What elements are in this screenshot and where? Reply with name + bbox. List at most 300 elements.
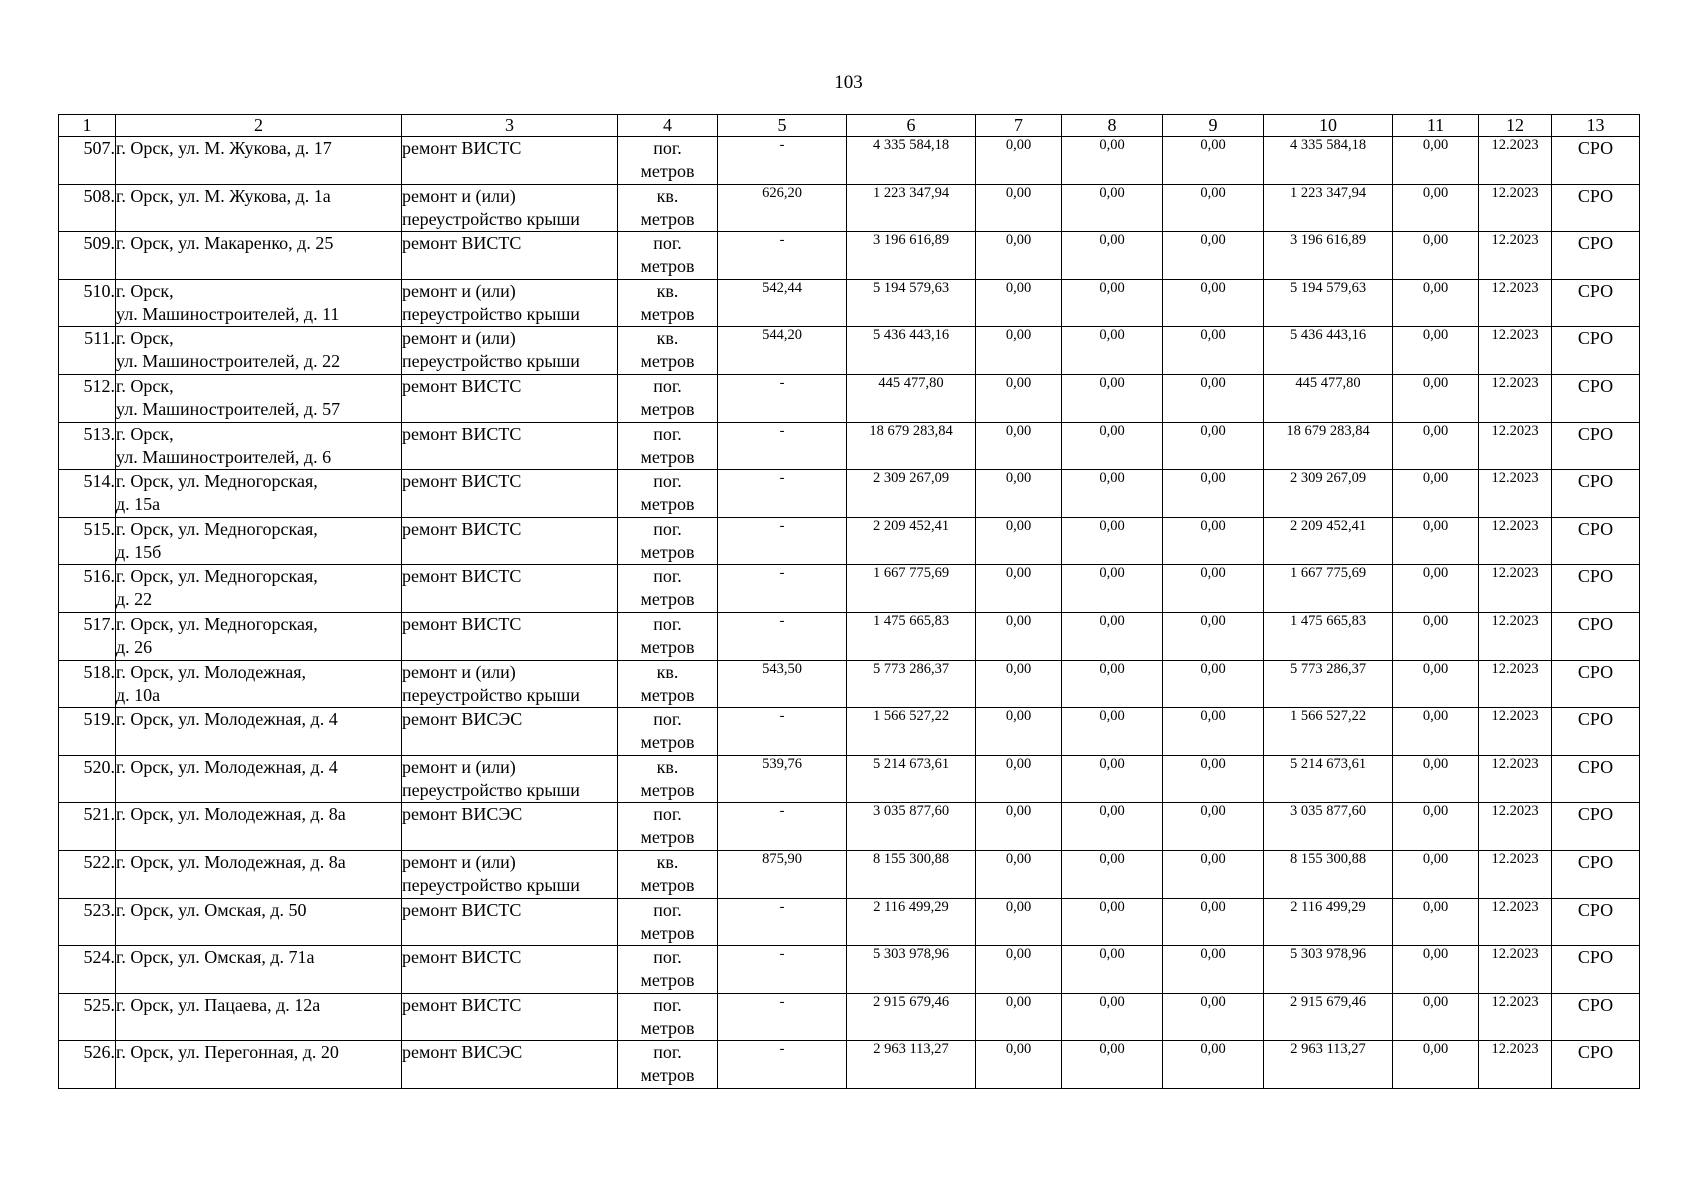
row-number: 513. bbox=[59, 422, 116, 470]
col7-cell: 0,00 bbox=[976, 565, 1062, 613]
col8-cell: 0,00 bbox=[1062, 612, 1163, 660]
col7-cell: 0,00 bbox=[976, 946, 1062, 994]
unit-line: кв. bbox=[656, 185, 679, 206]
col7-cell: 0,00 bbox=[976, 232, 1062, 280]
date-cell: 12.2023 bbox=[1479, 850, 1552, 898]
col11-cell: 0,00 bbox=[1393, 232, 1479, 280]
col7-cell: 0,00 bbox=[976, 327, 1062, 375]
col11-cell: 0,00 bbox=[1393, 184, 1479, 232]
table-row bbox=[59, 137, 1640, 185]
address-cell bbox=[116, 898, 402, 946]
col8-cell: 0,00 bbox=[1062, 755, 1163, 803]
area-cell: - bbox=[718, 137, 847, 185]
col11-cell: 0,00 bbox=[1393, 327, 1479, 375]
col7-cell: 0,00 bbox=[976, 850, 1062, 898]
work-type-line: переустройство крыши bbox=[402, 779, 580, 800]
work-type-cell bbox=[402, 898, 618, 946]
column-header: 10 bbox=[1264, 115, 1393, 137]
col9-cell: 0,00 bbox=[1163, 803, 1264, 851]
col11-cell: 0,00 bbox=[1393, 279, 1479, 327]
address-line: ул. Машиностроителей, д. 22 bbox=[116, 351, 341, 372]
col8-cell: 0,00 bbox=[1062, 137, 1163, 185]
unit-line: пог. bbox=[653, 947, 682, 968]
unit-line: метров bbox=[640, 303, 695, 324]
table-row bbox=[59, 708, 1640, 756]
date-cell: 12.2023 bbox=[1479, 946, 1552, 994]
unit-line: кв. bbox=[656, 756, 679, 777]
executor-cell: СРО bbox=[1552, 755, 1640, 803]
work-type-line: переустройство крыши bbox=[402, 303, 580, 324]
unit-cell bbox=[618, 184, 718, 232]
unit-line: пог. bbox=[653, 1042, 682, 1063]
col9-cell: 0,00 bbox=[1163, 517, 1264, 565]
unit-line: метров bbox=[640, 494, 695, 515]
address-line: г. Орск, ул. Пацаева, д. 12а bbox=[116, 994, 321, 1015]
unit-line: пог. bbox=[653, 138, 682, 158]
col10-cell: 18 679 283,84 bbox=[1264, 422, 1393, 470]
unit-cell bbox=[618, 755, 718, 803]
row-number: 517. bbox=[59, 612, 116, 660]
column-header: 3 bbox=[402, 115, 618, 137]
col7-cell: 0,00 bbox=[976, 470, 1062, 518]
unit-line: метров bbox=[640, 827, 695, 848]
column-header: 1 bbox=[59, 115, 116, 137]
row-number: 526. bbox=[59, 1041, 116, 1089]
unit-cell bbox=[618, 327, 718, 375]
column-header: 4 bbox=[618, 115, 718, 137]
executor-cell: СРО bbox=[1552, 660, 1640, 708]
col10-cell: 2 209 452,41 bbox=[1264, 517, 1393, 565]
address-line: г. Орск, ул. Молодежная, д. 8а bbox=[116, 804, 346, 825]
table-row bbox=[59, 850, 1640, 898]
work-type-line: ремонт ВИСТС bbox=[402, 375, 522, 396]
unit-line: кв. bbox=[656, 661, 679, 682]
area-cell: - bbox=[718, 470, 847, 518]
address-line: г. Орск, ул. Медногорская, bbox=[116, 566, 318, 587]
col10-cell: 1 566 527,22 bbox=[1264, 708, 1393, 756]
column-header: 12 bbox=[1479, 115, 1552, 137]
unit-line: метров bbox=[640, 446, 695, 467]
work-type-cell bbox=[402, 612, 618, 660]
row-number: 516. bbox=[59, 565, 116, 613]
area-cell: - bbox=[718, 374, 847, 422]
unit-line: метров bbox=[640, 208, 695, 229]
col9-cell: 0,00 bbox=[1163, 660, 1264, 708]
column-header: 11 bbox=[1393, 115, 1479, 137]
col8-cell: 0,00 bbox=[1062, 565, 1163, 613]
work-type-cell bbox=[402, 946, 618, 994]
row-number: 511. bbox=[59, 327, 116, 375]
area-cell: 539,76 bbox=[718, 755, 847, 803]
executor-cell: СРО bbox=[1552, 470, 1640, 518]
col10-cell: 5 436 443,16 bbox=[1264, 327, 1393, 375]
area-cell: 626,20 bbox=[718, 184, 847, 232]
col11-cell: 0,00 bbox=[1393, 137, 1479, 185]
table-row bbox=[59, 755, 1640, 803]
work-type-line: ремонт и (или) bbox=[402, 661, 516, 682]
area-cell: - bbox=[718, 708, 847, 756]
column-header: 9 bbox=[1163, 115, 1264, 137]
date-cell: 12.2023 bbox=[1479, 660, 1552, 708]
col8-cell: 0,00 bbox=[1062, 946, 1163, 994]
total-cost-cell: 5 194 579,63 bbox=[847, 279, 976, 327]
col8-cell: 0,00 bbox=[1062, 708, 1163, 756]
col10-cell: 5 303 978,96 bbox=[1264, 946, 1393, 994]
row-number: 524. bbox=[59, 946, 116, 994]
work-type-cell bbox=[402, 279, 618, 327]
row-number: 521. bbox=[59, 803, 116, 851]
total-cost-cell: 5 303 978,96 bbox=[847, 946, 976, 994]
total-cost-cell: 1 667 775,69 bbox=[847, 565, 976, 613]
date-cell: 12.2023 bbox=[1479, 803, 1552, 851]
total-cost-cell: 8 155 300,88 bbox=[847, 850, 976, 898]
col9-cell: 0,00 bbox=[1163, 232, 1264, 280]
unit-cell bbox=[618, 612, 718, 660]
col10-cell: 2 963 113,27 bbox=[1264, 1041, 1393, 1089]
col9-cell: 0,00 bbox=[1163, 565, 1264, 613]
work-type-line: ремонт ВИСТС bbox=[402, 518, 522, 539]
col10-cell: 5 773 286,37 bbox=[1264, 660, 1393, 708]
work-type-line: ремонт ВИСТС bbox=[402, 947, 522, 968]
address-cell bbox=[116, 850, 402, 898]
executor-cell: СРО bbox=[1552, 565, 1640, 613]
table-row bbox=[59, 660, 1640, 708]
executor-cell: СРО bbox=[1552, 850, 1640, 898]
area-cell: - bbox=[718, 898, 847, 946]
total-cost-cell: 3 196 616,89 bbox=[847, 232, 976, 280]
col9-cell: 0,00 bbox=[1163, 850, 1264, 898]
work-type-line: ремонт и (или) bbox=[402, 851, 516, 872]
date-cell: 12.2023 bbox=[1479, 184, 1552, 232]
area-cell: 542,44 bbox=[718, 279, 847, 327]
address-line: г. Орск, ул. Макаренко, д. 25 bbox=[116, 233, 334, 254]
col7-cell: 0,00 bbox=[976, 803, 1062, 851]
col8-cell: 0,00 bbox=[1062, 422, 1163, 470]
col8-cell: 0,00 bbox=[1062, 374, 1163, 422]
col10-cell: 3 035 877,60 bbox=[1264, 803, 1393, 851]
work-type-line: ремонт и (или) bbox=[402, 185, 516, 206]
unit-cell bbox=[618, 946, 718, 994]
executor-cell: СРО bbox=[1552, 137, 1640, 185]
col9-cell: 0,00 bbox=[1163, 327, 1264, 375]
col8-cell: 0,00 bbox=[1062, 803, 1163, 851]
unit-line: пог. bbox=[653, 899, 682, 920]
date-cell: 12.2023 bbox=[1479, 327, 1552, 375]
col11-cell: 0,00 bbox=[1393, 612, 1479, 660]
unit-cell bbox=[618, 374, 718, 422]
work-type-cell bbox=[402, 803, 618, 851]
executor-cell: СРО bbox=[1552, 327, 1640, 375]
col10-cell: 3 196 616,89 bbox=[1264, 232, 1393, 280]
executor-cell: СРО bbox=[1552, 1041, 1640, 1089]
work-type-line: ремонт ВИСТС bbox=[402, 233, 522, 254]
address-cell bbox=[116, 1041, 402, 1089]
area-cell: - bbox=[718, 422, 847, 470]
address-cell bbox=[116, 660, 402, 708]
row-number: 507. bbox=[59, 137, 116, 185]
col9-cell: 0,00 bbox=[1163, 137, 1264, 185]
col8-cell: 0,00 bbox=[1062, 517, 1163, 565]
area-cell: 875,90 bbox=[718, 850, 847, 898]
total-cost-cell: 5 773 286,37 bbox=[847, 660, 976, 708]
col8-cell: 0,00 bbox=[1062, 898, 1163, 946]
unit-line: метров bbox=[640, 589, 695, 610]
unit-cell bbox=[618, 279, 718, 327]
work-type-line: переустройство крыши bbox=[402, 874, 580, 895]
date-cell: 12.2023 bbox=[1479, 422, 1552, 470]
table-row bbox=[59, 184, 1640, 232]
unit-line: пог. bbox=[653, 613, 682, 634]
work-type-line: ремонт ВИСТС bbox=[402, 899, 522, 920]
col7-cell: 0,00 bbox=[976, 422, 1062, 470]
table-row bbox=[59, 279, 1640, 327]
unit-line: метров bbox=[640, 256, 695, 277]
address-cell bbox=[116, 946, 402, 994]
column-header: 6 bbox=[847, 115, 976, 137]
col10-cell: 2 915 679,46 bbox=[1264, 993, 1393, 1041]
col8-cell: 0,00 bbox=[1062, 327, 1163, 375]
area-cell: - bbox=[718, 1041, 847, 1089]
col10-cell: 1 475 665,83 bbox=[1264, 612, 1393, 660]
col10-cell: 2 116 499,29 bbox=[1264, 898, 1393, 946]
col10-cell: 5 194 579,63 bbox=[1264, 279, 1393, 327]
work-type-cell bbox=[402, 850, 618, 898]
total-cost-cell: 2 116 499,29 bbox=[847, 898, 976, 946]
unit-line: пог. bbox=[653, 518, 682, 539]
address-cell bbox=[116, 374, 402, 422]
col8-cell: 0,00 bbox=[1062, 232, 1163, 280]
work-type-line: ремонт и (или) bbox=[402, 756, 516, 777]
address-cell bbox=[116, 517, 402, 565]
unit-line: метров bbox=[640, 1017, 695, 1038]
address-cell bbox=[116, 327, 402, 375]
work-type-line: ремонт ВИСТС bbox=[402, 994, 522, 1015]
col8-cell: 0,00 bbox=[1062, 470, 1163, 518]
unit-line: метров bbox=[640, 874, 695, 895]
unit-line: пог. bbox=[653, 566, 682, 587]
table-row bbox=[59, 232, 1640, 280]
table-row bbox=[59, 327, 1640, 375]
address-line: г. Орск, ул. Перегонная, д. 20 bbox=[116, 1042, 339, 1063]
work-type-cell bbox=[402, 565, 618, 613]
col7-cell: 0,00 bbox=[976, 708, 1062, 756]
col11-cell: 0,00 bbox=[1393, 517, 1479, 565]
col10-cell: 1 667 775,69 bbox=[1264, 565, 1393, 613]
row-number: 508. bbox=[59, 184, 116, 232]
address-line: д. 10а bbox=[116, 684, 161, 705]
unit-cell bbox=[618, 803, 718, 851]
address-line: г. Орск, ул. М. Жукова, д. 1а bbox=[116, 185, 331, 206]
col7-cell: 0,00 bbox=[976, 612, 1062, 660]
work-type-line: переустройство крыши bbox=[402, 208, 580, 229]
table-row bbox=[59, 470, 1640, 518]
col8-cell: 0,00 bbox=[1062, 850, 1163, 898]
address-line: г. Орск, ул. Омская, д. 50 bbox=[116, 899, 307, 920]
unit-line: кв. bbox=[656, 851, 679, 872]
unit-line: кв. bbox=[656, 328, 679, 349]
work-type-line: ремонт ВИСТС bbox=[402, 423, 522, 444]
unit-line: метров bbox=[640, 779, 695, 800]
work-type-line: ремонт ВИСЭС bbox=[402, 709, 523, 730]
work-type-line: ремонт ВИСТС bbox=[402, 613, 522, 634]
col11-cell: 0,00 bbox=[1393, 803, 1479, 851]
date-cell: 12.2023 bbox=[1479, 898, 1552, 946]
unit-cell bbox=[618, 470, 718, 518]
address-cell bbox=[116, 612, 402, 660]
executor-cell: СРО bbox=[1552, 374, 1640, 422]
date-cell: 12.2023 bbox=[1479, 708, 1552, 756]
date-cell: 12.2023 bbox=[1479, 232, 1552, 280]
address-line: д. 26 bbox=[116, 636, 153, 657]
col10-cell: 445 477,80 bbox=[1264, 374, 1393, 422]
work-type-line: ремонт ВИСЭС bbox=[402, 804, 523, 825]
address-line: г. Орск, ул. Медногорская, bbox=[116, 471, 318, 492]
address-line: г. Орск, bbox=[116, 328, 174, 349]
col7-cell: 0,00 bbox=[976, 1041, 1062, 1089]
total-cost-cell: 2 309 267,09 bbox=[847, 470, 976, 518]
page-number: 103 bbox=[834, 72, 863, 93]
unit-line: пог. bbox=[653, 423, 682, 444]
unit-cell bbox=[618, 1041, 718, 1089]
executor-cell: СРО bbox=[1552, 612, 1640, 660]
address-line: д. 15а bbox=[116, 494, 161, 515]
col8-cell: 0,00 bbox=[1062, 184, 1163, 232]
work-type-cell bbox=[402, 327, 618, 375]
work-type-cell bbox=[402, 470, 618, 518]
address-line: г. Орск, ул. Молодежная, д. 8а bbox=[116, 851, 346, 872]
address-line: ул. Машиностроителей, д. 6 bbox=[116, 446, 332, 467]
col10-cell: 5 214 673,61 bbox=[1264, 755, 1393, 803]
col11-cell: 0,00 bbox=[1393, 755, 1479, 803]
address-cell bbox=[116, 708, 402, 756]
row-number: 510. bbox=[59, 279, 116, 327]
address-cell bbox=[116, 803, 402, 851]
work-type-line: ремонт ВИСТС bbox=[402, 471, 522, 492]
unit-line: метров bbox=[640, 922, 695, 943]
col9-cell: 0,00 bbox=[1163, 898, 1264, 946]
work-type-cell bbox=[402, 1041, 618, 1089]
address-line: г. Орск, bbox=[116, 280, 174, 301]
table-row bbox=[59, 612, 1640, 660]
address-cell bbox=[116, 137, 402, 185]
table-row bbox=[59, 946, 1640, 994]
date-cell: 12.2023 bbox=[1479, 470, 1552, 518]
col7-cell: 0,00 bbox=[976, 517, 1062, 565]
total-cost-cell: 1 475 665,83 bbox=[847, 612, 976, 660]
col11-cell: 0,00 bbox=[1393, 470, 1479, 518]
table-header-row bbox=[59, 115, 1640, 137]
total-cost-cell: 4 335 584,18 bbox=[847, 137, 976, 185]
col11-cell: 0,00 bbox=[1393, 565, 1479, 613]
executor-cell: СРО bbox=[1552, 708, 1640, 756]
column-header: 7 bbox=[976, 115, 1062, 137]
col7-cell: 0,00 bbox=[976, 993, 1062, 1041]
address-line: г. Орск, ул. М. Жукова, д. 17 bbox=[116, 138, 332, 158]
address-cell bbox=[116, 470, 402, 518]
total-cost-cell: 2 963 113,27 bbox=[847, 1041, 976, 1089]
area-cell: - bbox=[718, 803, 847, 851]
unit-line: метров bbox=[640, 351, 695, 372]
col11-cell: 0,00 bbox=[1393, 660, 1479, 708]
work-type-cell bbox=[402, 708, 618, 756]
unit-cell bbox=[618, 137, 718, 185]
row-number: 518. bbox=[59, 660, 116, 708]
unit-line: пог. bbox=[653, 375, 682, 396]
unit-cell bbox=[618, 517, 718, 565]
col9-cell: 0,00 bbox=[1163, 374, 1264, 422]
date-cell: 12.2023 bbox=[1479, 1041, 1552, 1089]
table-row bbox=[59, 422, 1640, 470]
col7-cell: 0,00 bbox=[976, 374, 1062, 422]
address-line: г. Орск, ул. Медногорская, bbox=[116, 613, 318, 634]
col9-cell: 0,00 bbox=[1163, 612, 1264, 660]
date-cell: 12.2023 bbox=[1479, 137, 1552, 185]
unit-line: метров bbox=[640, 398, 695, 419]
work-type-cell bbox=[402, 755, 618, 803]
col7-cell: 0,00 bbox=[976, 184, 1062, 232]
column-header: 5 bbox=[718, 115, 847, 137]
col9-cell: 0,00 bbox=[1163, 1041, 1264, 1089]
unit-line: пог. bbox=[653, 994, 682, 1015]
work-type-line: ремонт ВИСТС bbox=[402, 566, 522, 587]
total-cost-cell: 2 915 679,46 bbox=[847, 993, 976, 1041]
area-cell: - bbox=[718, 612, 847, 660]
area-cell: - bbox=[718, 517, 847, 565]
row-number: 520. bbox=[59, 755, 116, 803]
col9-cell: 0,00 bbox=[1163, 708, 1264, 756]
area-cell: - bbox=[718, 565, 847, 613]
col10-cell: 2 309 267,09 bbox=[1264, 470, 1393, 518]
unit-line: метров bbox=[640, 970, 695, 991]
col9-cell: 0,00 bbox=[1163, 279, 1264, 327]
col8-cell: 0,00 bbox=[1062, 1041, 1163, 1089]
total-cost-cell: 1 223 347,94 bbox=[847, 184, 976, 232]
address-line: г. Орск, ул. Молодежная, д. 4 bbox=[116, 709, 338, 730]
work-type-line: ремонт и (или) bbox=[402, 280, 516, 301]
column-header: 8 bbox=[1062, 115, 1163, 137]
unit-cell bbox=[618, 898, 718, 946]
table-row bbox=[59, 517, 1640, 565]
col11-cell: 0,00 bbox=[1393, 1041, 1479, 1089]
unit-line: пог. bbox=[653, 804, 682, 825]
unit-cell bbox=[618, 232, 718, 280]
unit-line: метров bbox=[640, 684, 695, 705]
row-number: 512. bbox=[59, 374, 116, 422]
unit-line: кв. bbox=[656, 280, 679, 301]
table-row bbox=[59, 374, 1640, 422]
col9-cell: 0,00 bbox=[1163, 184, 1264, 232]
col11-cell: 0,00 bbox=[1393, 946, 1479, 994]
date-cell: 12.2023 bbox=[1479, 565, 1552, 613]
col11-cell: 0,00 bbox=[1393, 850, 1479, 898]
address-line: д. 15б bbox=[116, 541, 162, 562]
address-cell bbox=[116, 755, 402, 803]
unit-cell bbox=[618, 993, 718, 1041]
col11-cell: 0,00 bbox=[1393, 993, 1479, 1041]
address-cell bbox=[116, 993, 402, 1041]
col7-cell: 0,00 bbox=[976, 898, 1062, 946]
col11-cell: 0,00 bbox=[1393, 898, 1479, 946]
work-type-cell bbox=[402, 232, 618, 280]
work-type-cell bbox=[402, 184, 618, 232]
work-type-cell bbox=[402, 374, 618, 422]
unit-line: метров bbox=[640, 541, 695, 562]
address-line: д. 22 bbox=[116, 589, 153, 610]
executor-cell: СРО bbox=[1552, 279, 1640, 327]
unit-cell bbox=[618, 708, 718, 756]
row-number: 509. bbox=[59, 232, 116, 280]
work-type-line: ремонт ВИСТС bbox=[402, 138, 522, 158]
